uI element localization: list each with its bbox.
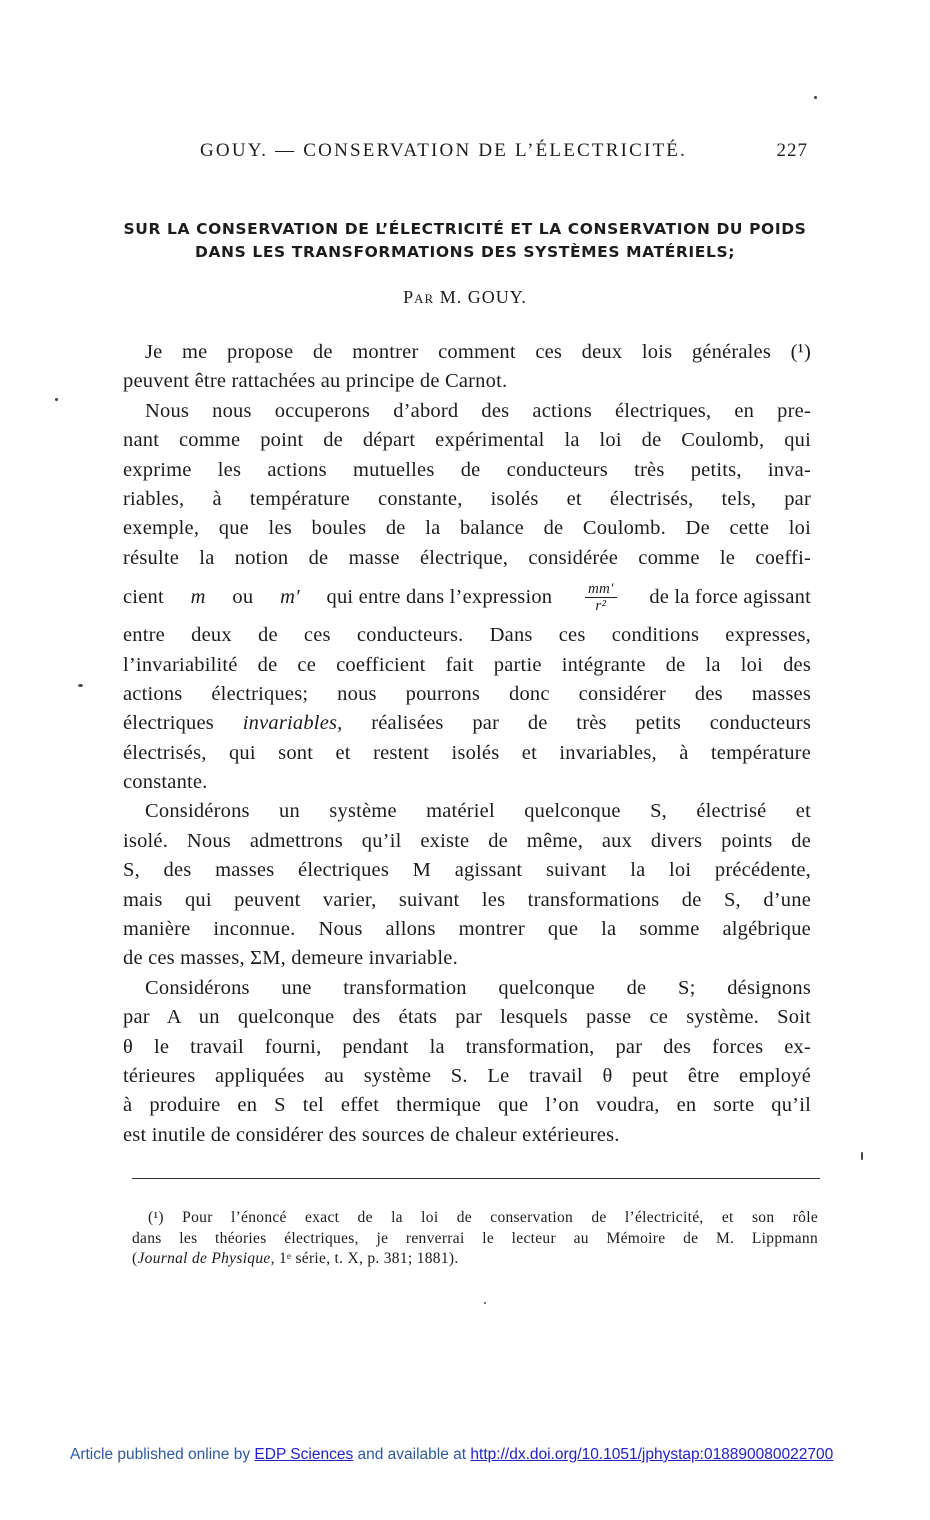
publisher-banner [70, 1446, 890, 1464]
formula-text-ou: ou [232, 586, 254, 609]
text-after-italic: réalisées par de très petits conducteurs [371, 712, 812, 735]
formula-text-before: cient [123, 586, 164, 609]
scan-speck [861, 1152, 863, 1160]
formula-text-after: de la force agissant [649, 586, 811, 609]
publisher-link[interactable]: EDP Sciences [254, 1446, 354, 1463]
text-before-italic: électriques [123, 712, 214, 735]
scan-speck [55, 398, 58, 401]
text-line: nant comme point de départ expérimental la loi de Coulomb, qui [123, 429, 811, 452]
formula-line [123, 573, 811, 621]
text-line: Nous nous occuperons d’abord des actions électriques, en pre- [145, 399, 811, 422]
journal-name: Journal de Physique, [137, 1250, 275, 1267]
text-line: par A un quelconque des états par lesquels passe ce système. Soit [123, 1006, 811, 1029]
fraction-numerator: mm′ [585, 581, 617, 598]
doi-link[interactable]: http://dx.doi.org/10.1051/jphystap:018890080022700 [470, 1446, 834, 1463]
fraction-expression [585, 581, 617, 614]
footnote [132, 1208, 818, 1270]
fraction-denominator: r² [595, 597, 607, 614]
variable-m-prime: m′ [280, 586, 300, 609]
text-line: mais qui peuvent varier, suivant les transformations de S, d’une [123, 888, 811, 911]
text-line: à produire en S tel effet thermique que l’on voudra, en sorte qu’il [123, 1094, 811, 1117]
text-line: exprime les actions mutuelles de conducteurs très petits, inva- [123, 458, 811, 481]
title-line-1: SUR LA CONSERVATION DE L’ÉLECTRICITÉ ET LA CONSERVATION DU POIDS [123, 220, 807, 238]
author-byline [0, 287, 930, 308]
page-number: 227 [776, 140, 808, 161]
article-title [100, 218, 830, 264]
footnote-line: (¹) Pour l’énoncé exact de la loi de conservation de l’électricité, et son rôle [148, 1209, 818, 1226]
text-line: θ le travail fourni, pendant la transformation, par des forces ex- [123, 1035, 811, 1058]
text-line: résulte la notion de masse électrique, considérée comme le coeffi- [123, 546, 811, 569]
text-line: riables, à température constante, isolés et électrisés, tels, par [123, 487, 811, 510]
footnote-citation-rest: 1ᵉ série, t. X, p. 381; 1881). [278, 1250, 459, 1267]
body-text [123, 338, 811, 1150]
text-line-italic-word [123, 709, 811, 738]
text-line: Je me propose de montrer comment ces deux lois générales (¹) [145, 341, 811, 363]
banner-prefix: Article published online by [70, 1446, 251, 1463]
text-line: électrisés, qui sont et restent isolés et invariables, à température [123, 741, 811, 764]
formula-text-middle: qui entre dans l’expression [326, 586, 553, 609]
text-line: S, des masses électriques M agissant suivant la loi précédente, [123, 859, 811, 882]
italic-word: invariables, [242, 712, 343, 735]
text-line: Considérons un système matériel quelconque S, électrisé et [145, 800, 811, 823]
scan-speck [484, 1302, 486, 1304]
text-line: est inutile de considérer des sources de chaleur extérieures. [123, 1123, 620, 1146]
footnote-line: dans les théories électriques, je renverrai le lecteur au Mémoire de M. Lippmann [132, 1229, 818, 1247]
text-line: l’invariabilité de ce coefficient fait partie intégrante de la loi des [123, 653, 811, 676]
banner-middle: and available at [357, 1446, 467, 1463]
title-line-2: DANS LES TRANSFORMATIONS DES SYSTÈMES MATÉRIELS; [194, 243, 736, 261]
footnote-paren: ( [132, 1250, 138, 1267]
text-line: peuvent être rattachées au principe de Carnot. [123, 370, 508, 393]
scan-speck [814, 96, 817, 99]
footnote-rule [132, 1178, 820, 1179]
text-line: Considérons une transformation quelconque de S; désignons [145, 976, 811, 999]
text-line: exemple, que les boules de la balance de Coulomb. De cette loi [123, 517, 811, 540]
author-prefix: Par [403, 287, 435, 307]
variable-m: m [190, 586, 206, 609]
text-line: entre deux de ces conducteurs. Dans ces conditions expresses, [123, 624, 811, 647]
text-line: de ces masses, ΣM, demeure invariable. [123, 947, 458, 970]
text-line: térieures appliquées au système S. Le travail θ peut être employé [123, 1064, 811, 1087]
footnote-line-citation [132, 1249, 818, 1270]
running-head: GOUY. — CONSERVATION DE L’ÉLECTRICITÉ. [200, 140, 688, 161]
text-line: actions électriques; nous pourrons donc considérer des masses [123, 682, 811, 705]
text-line: constante. [123, 771, 208, 794]
text-line: isolé. Nous admettrons qu’il existe de même, aux divers points de [123, 829, 811, 852]
author-name: M. GOUY. [439, 287, 527, 307]
text-line: manière inconnue. Nous allons montrer que la somme algébrique [123, 918, 811, 941]
scan-speck [78, 684, 83, 687]
